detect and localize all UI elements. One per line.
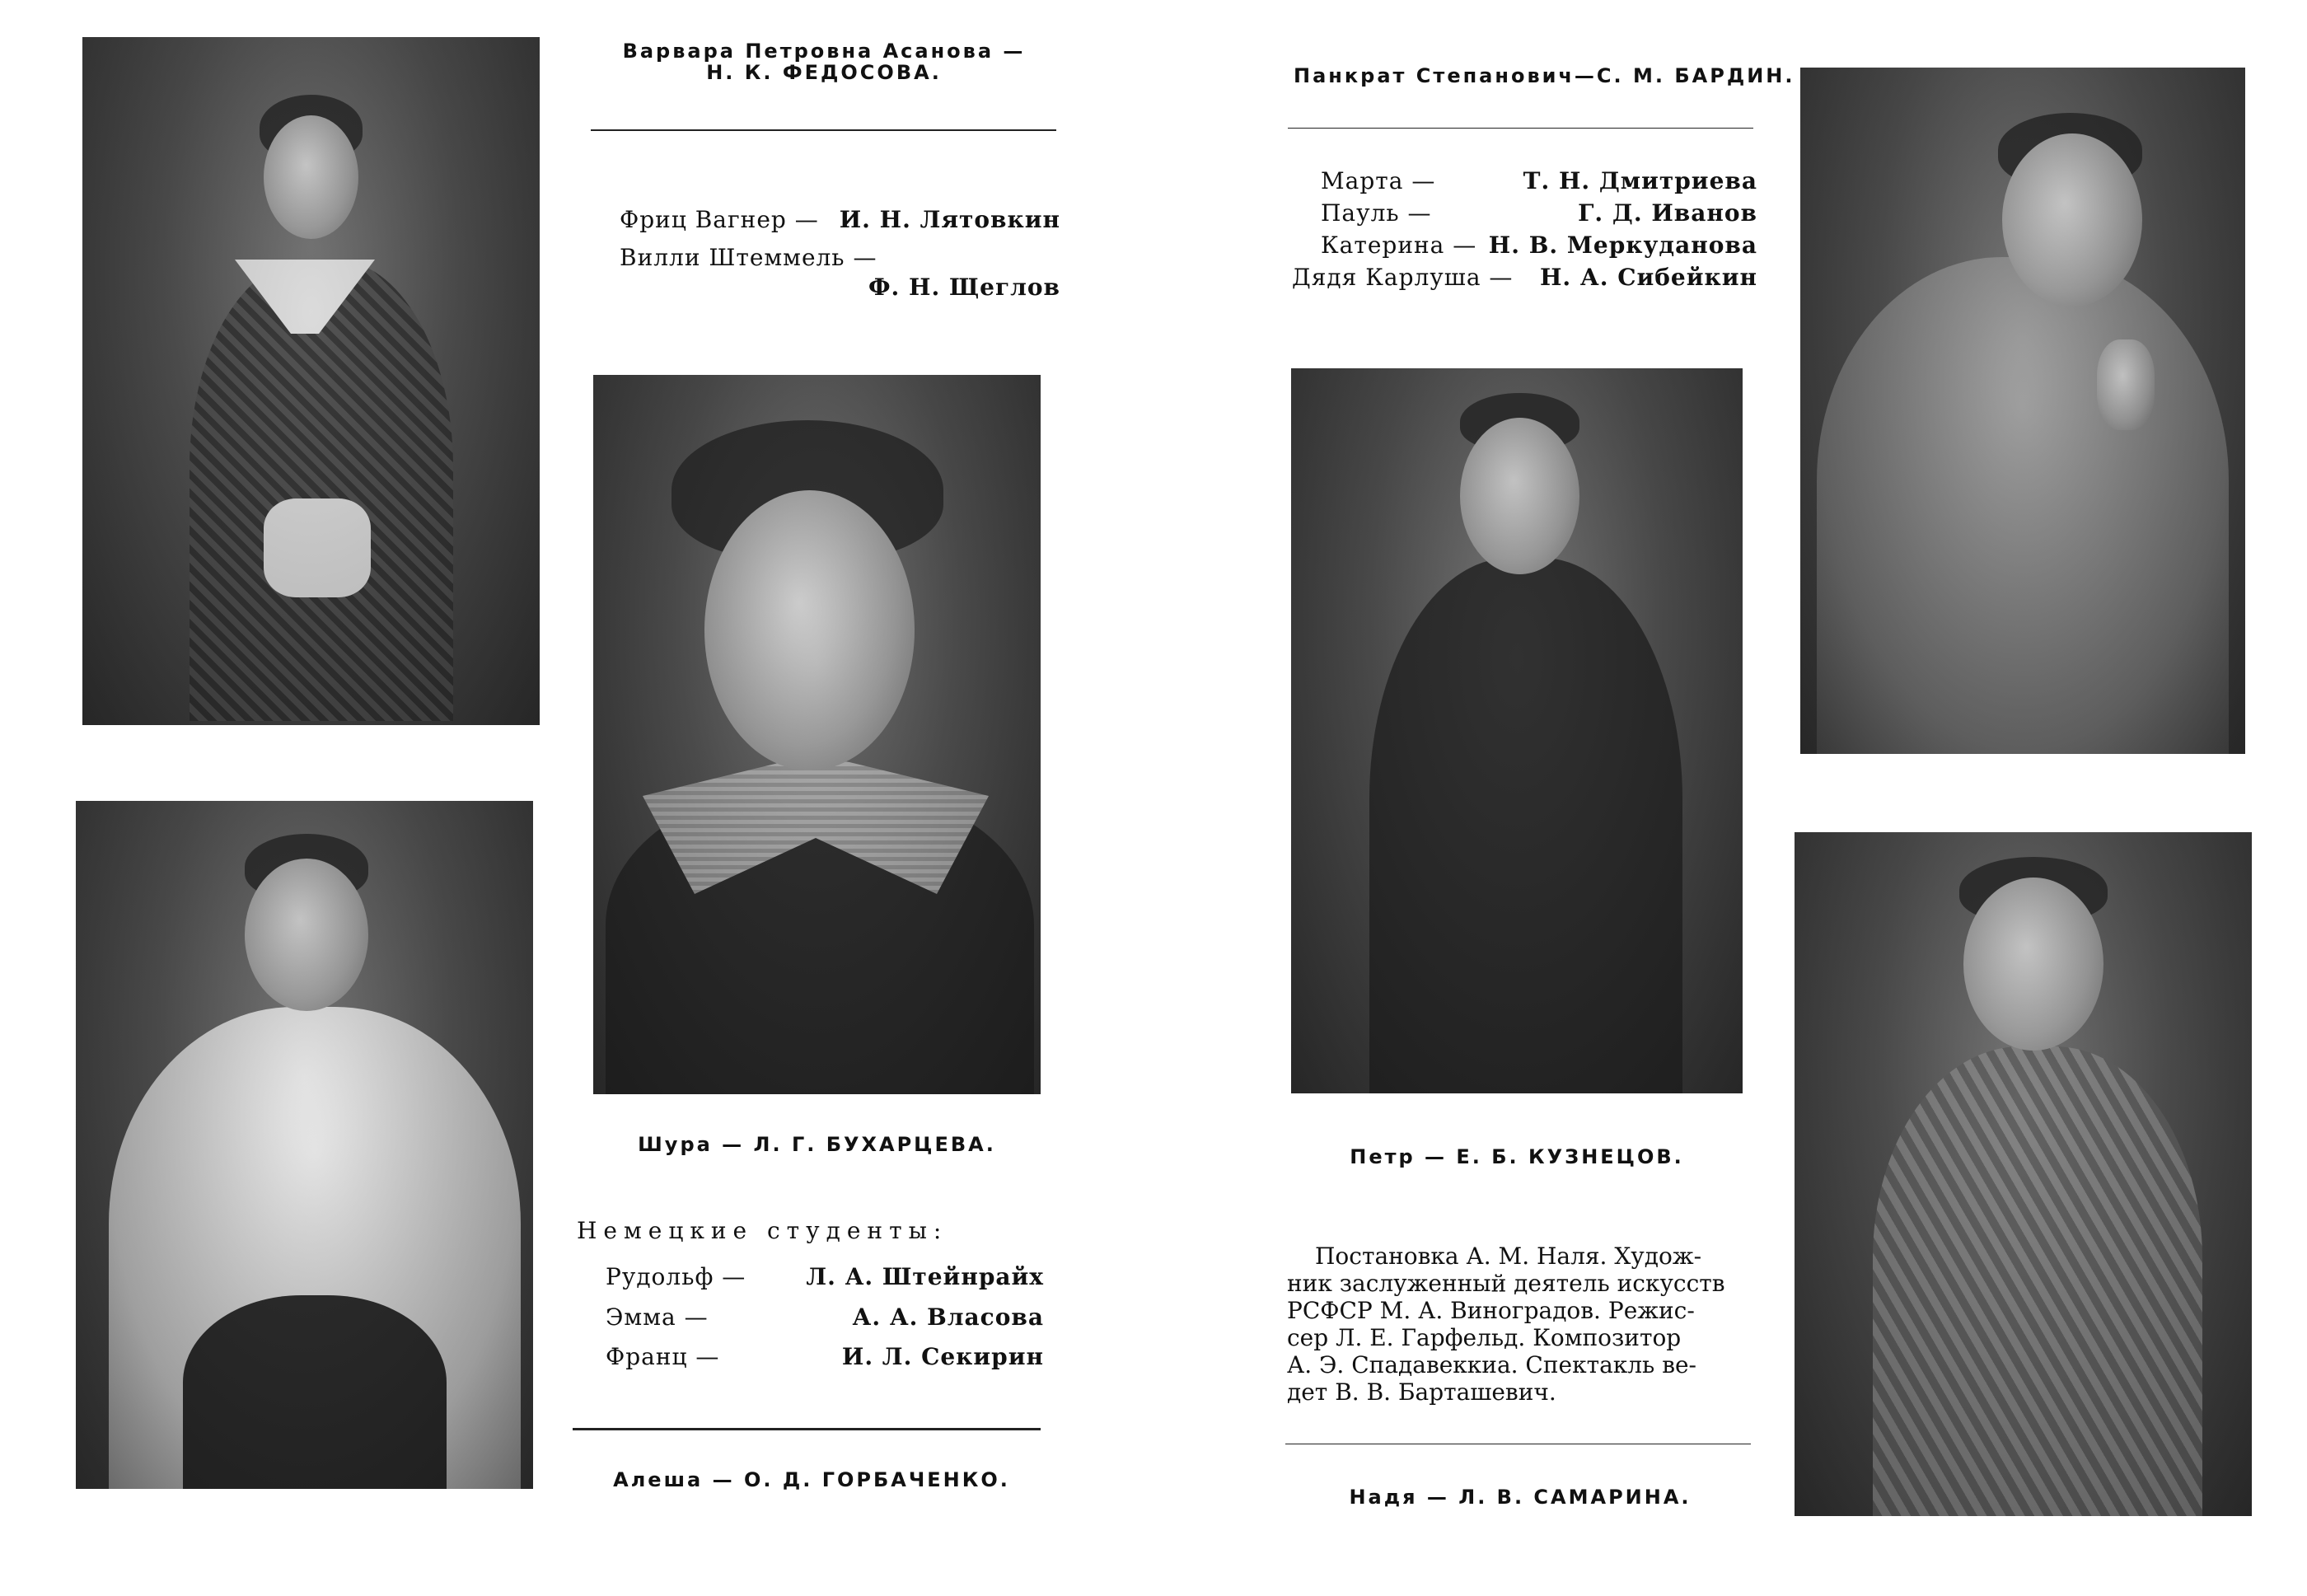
role-label: Рудольф — — [606, 1263, 746, 1290]
role-label: Дядя Карлуша — — [1292, 264, 1514, 291]
credits-line: РСФСР М. А. Виноградов. Режис- — [1287, 1297, 1695, 1324]
caption-pankrat: Панкрат Степанович—С. М. БАРДИН. — [1294, 64, 1795, 87]
cast-line-willi — [620, 244, 1060, 274]
students-heading: Немецкие студенты: — [577, 1217, 948, 1244]
cast-line-rudolf — [606, 1263, 1044, 1293]
role-label: Эмма — — [606, 1303, 709, 1331]
cast-line-katerina — [1321, 232, 1757, 261]
cast-line-marta — [1321, 167, 1757, 197]
photo-bardin — [1800, 68, 2245, 754]
role-label: Фриц Вагнер — — [620, 206, 819, 233]
credits-line: дет В. В. Барташевич. — [1287, 1378, 1556, 1406]
role-label: Франц — — [606, 1343, 720, 1370]
photo-bukhartseva — [593, 375, 1041, 1094]
actor-name: И. Н. Лятовкин — [839, 206, 1060, 233]
production-credits — [1287, 1243, 1725, 1406]
cast-line-karlusha — [1292, 264, 1757, 293]
caption-alesha: Алеша — О. Д. ГОРБАЧЕНКО. — [613, 1468, 1010, 1491]
caption-asanova — [593, 40, 1055, 84]
caption-asanova-actor: Н. К. ФЕДОСОВА. — [706, 61, 942, 84]
cast-line-paul — [1321, 199, 1757, 229]
cast-line-willi-actor — [620, 274, 1060, 303]
role-label: Вилли Штеммель — — [620, 244, 877, 271]
caption-shura: Шура — Л. Г. БУХАРЦЕВА. — [638, 1133, 996, 1156]
divider-top-left — [591, 129, 1056, 131]
credits-line: А. Э. Спадавеккиа. Спектакль ве- — [1287, 1351, 1696, 1378]
actor-name: Л. А. Штейнрайх — [806, 1263, 1044, 1290]
cast-line-franz — [606, 1343, 1044, 1373]
actor-name: Н. А. Сибейкин — [1539, 264, 1757, 291]
role-label: Катерина — — [1321, 232, 1477, 259]
actor-name: А. А. Власова — [852, 1303, 1044, 1331]
credits-line: ник заслуженный деятель искусств — [1287, 1270, 1725, 1297]
credits-line: Постановка А. М. Наля. Худож- — [1315, 1243, 1702, 1270]
cast-line-emma — [606, 1303, 1044, 1333]
actor-name: Н. В. Меркуданова — [1488, 232, 1757, 259]
credits-line: сер Л. Е. Гарфельд. Композитор — [1287, 1324, 1682, 1351]
role-label: Марта — — [1321, 167, 1436, 194]
cast-line-fritz — [620, 206, 1060, 236]
caption-petr: Петр — Е. Б. КУЗНЕЦОВ. — [1350, 1145, 1684, 1168]
photo-fedosova — [82, 37, 540, 725]
actor-name: Г. Д. Иванов — [1578, 199, 1757, 227]
divider-top-right — [1288, 128, 1753, 129]
caption-nadya: Надя — Л. В. САМАРИНА. — [1349, 1486, 1692, 1509]
role-label: Пауль — — [1321, 199, 1432, 227]
photo-kuznetsov — [1291, 368, 1743, 1093]
actor-name: И. Л. Секирин — [841, 1343, 1044, 1370]
actor-name: Ф. Н. Щеглов — [868, 274, 1060, 301]
photo-gorbachenko — [76, 801, 533, 1489]
caption-asanova-role: Варвара Петровна Асанова — — [622, 40, 1026, 63]
photo-samarina — [1795, 832, 2252, 1516]
divider-bottom-left — [573, 1428, 1041, 1430]
actor-name: Т. Н. Дмитриева — [1523, 167, 1757, 194]
